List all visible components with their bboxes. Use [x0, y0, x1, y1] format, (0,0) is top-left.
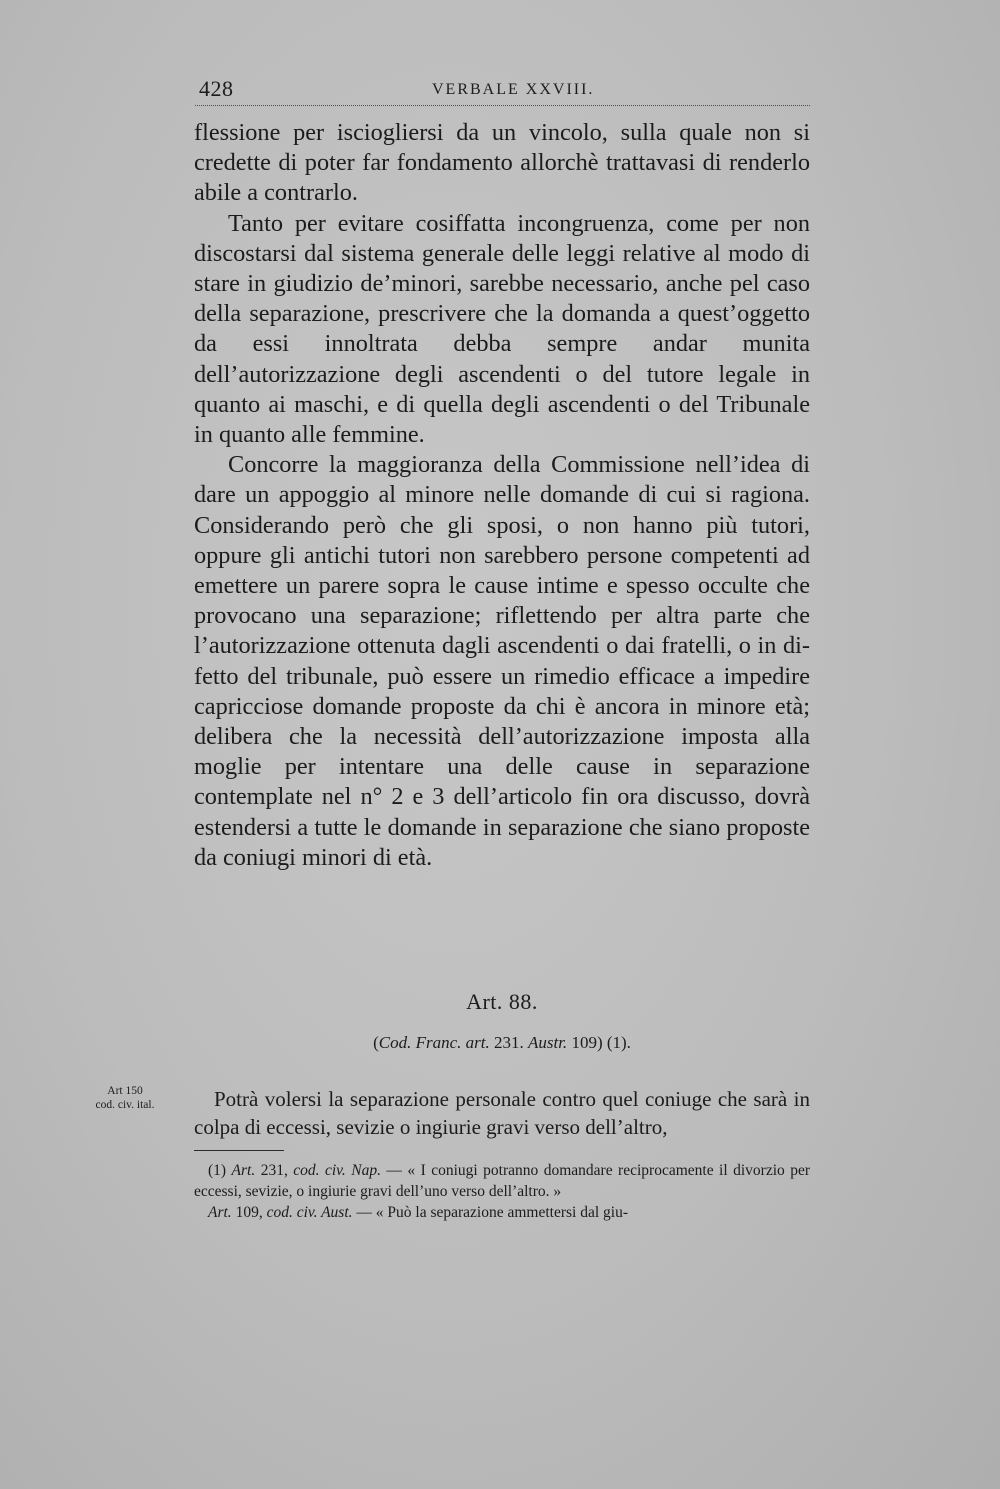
footnotes — [194, 1160, 810, 1223]
article-text — [194, 1085, 810, 1141]
margin-note-line-2: cod. civ. ital. — [95, 1099, 155, 1111]
article-references — [194, 1033, 810, 1053]
footnote-rule — [194, 1150, 284, 1151]
footnote-2-number: 109, — [231, 1204, 267, 1221]
footnote-1-source: Art. — [231, 1162, 256, 1179]
refs-source-2: Austr. — [527, 1033, 568, 1052]
body-paragraph-3: Concorre la maggioranza della Commissione nell’idea di dare un appoggio al minore nelle domande di cui si ragiona. Considerando però che gli sposi, o non hanno più tutori, oppure gli antichi tutori non sarebbero persone competenti ad emettere un parere sopra le cause intime e spesso occulte che provocano una separazione; riflettendo per altra parte che l’autorizzazione ottenuta dagli ascendenti o dai fratelli, o in difetto del tribunale, può essere un rimedio efficace a impedire capricciose domande proposte da chi è ancora in minore età; delibera che la necessità dell’autorizzazione imposta alla moglie per intentare una delle cause in separazione contemplate nel n° 2 e 3 dell’articolo fin ora discusso, dovrà estendersi a tutte le domande in separazione che siano proposte da coniugi minori di età. — [194, 451, 810, 871]
margin-note-line-1: Art 150 — [107, 1085, 143, 1097]
article-paragraph: Potrà volersi la separazione personale contro quel coniuge che sarà in colpa di eccessi, sevizie o ingiurie gravi verso dell’altro, — [194, 1087, 810, 1139]
body-text — [194, 118, 810, 873]
footnote-1-marker: (1) — [208, 1162, 232, 1179]
running-head — [195, 76, 810, 110]
footnote-2-source-2: cod. civ. Aust. — [266, 1204, 353, 1221]
refs-source: Cod. Franc. art. — [378, 1033, 490, 1052]
refs-number-2: 109) (1). — [567, 1033, 631, 1052]
footnote-2-source: Art. — [208, 1204, 232, 1221]
footnote-1-text: — « I coniugi potranno domandare reciprocamente il divorzio per eccessi, sevizie, o ingiurie gravi dell’uno verso dell’altro. » — [194, 1162, 811, 1200]
footnote-1-source-2: cod. civ. Nap. — [293, 1162, 381, 1179]
margin-note — [70, 1084, 180, 1112]
running-title: VERBALE XXVIII. — [432, 81, 595, 98]
header-rule — [195, 105, 810, 106]
article-heading: Art. 88. — [466, 989, 538, 1014]
footnote-2-text: — « Può la separazione ammettersi dal giu- — [352, 1204, 628, 1221]
refs-number-1: 231. — [489, 1033, 528, 1052]
refs-open: ( — [373, 1033, 379, 1052]
footnote-1-number: 231, — [255, 1162, 294, 1179]
page-number: 428 — [199, 76, 234, 101]
body-paragraph-1: flessione per isciogliersi da un vincolo, sulla quale non si credette di poter far fondamento allorchè trattavasi di renderlo abile a contrarlo. — [194, 119, 810, 207]
footnote-2 — [194, 1202, 810, 1223]
footnote-1 — [194, 1160, 810, 1202]
body-paragraph-2: Tanto per evitare cosiffatta incongruenza, come per non discostarsi dal sistema generale delle leggi relative al modo di stare in giudizio de’minori, sarebbe necessario, anche pel caso della separazione, prescrivere che la domanda a quest’oggetto da essi innoltrata debba sempre andar munita dell’autorizzazione degli ascendenti o del tutore legale in quanto ai maschi, e di quella degli ascendenti o del Tribunale in quanto alle femmine. — [194, 209, 810, 449]
